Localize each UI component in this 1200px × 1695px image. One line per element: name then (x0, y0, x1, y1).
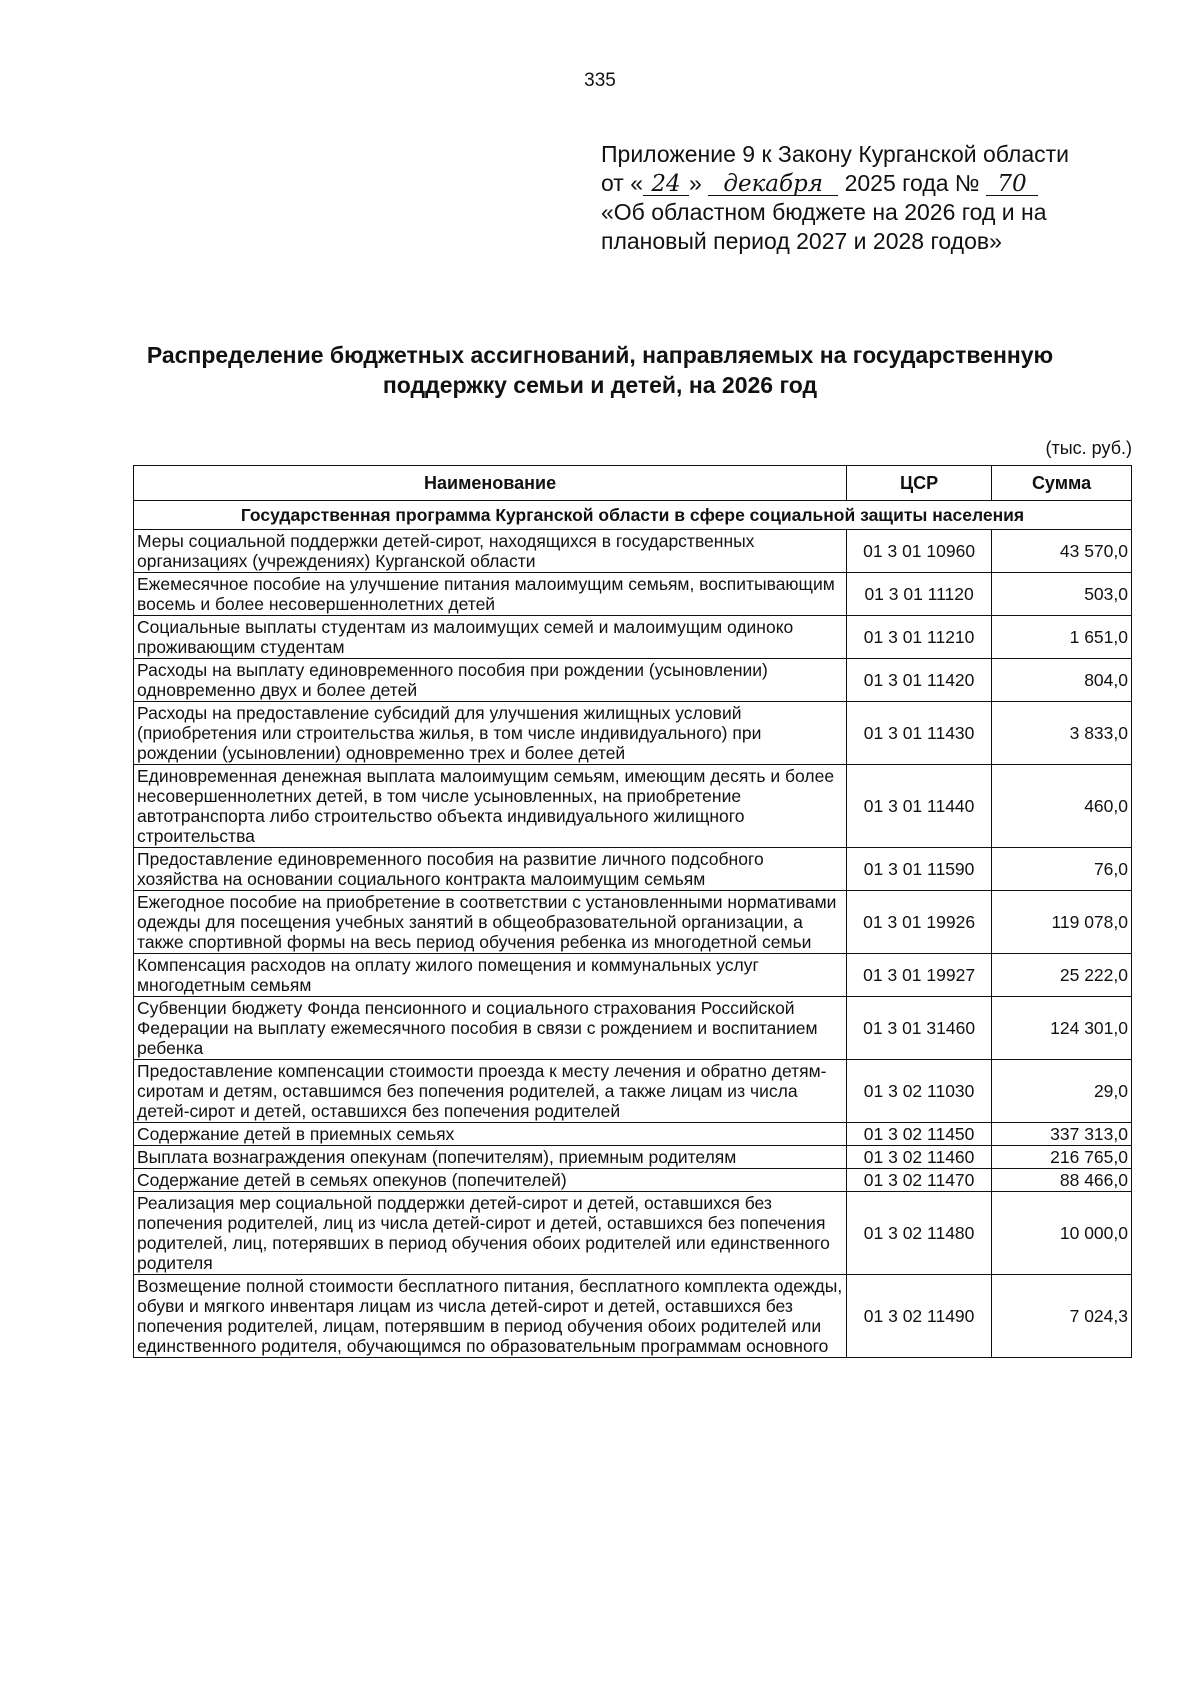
table-row (134, 1146, 1132, 1169)
table-row (134, 1192, 1132, 1275)
row-csr: 01 3 01 10960 (847, 530, 992, 573)
row-sum: 503,0 (992, 573, 1132, 616)
row-name: Меры социальной поддержки детей-сирот, находящихся в государственных организациях (учреждениях) Курганской области (134, 530, 847, 573)
appendix-line-1: Приложение 9 к Закону Курганской области (601, 141, 1069, 167)
row-csr: 01 3 01 11590 (847, 848, 992, 891)
date-year-text: 2025 года № (844, 170, 980, 196)
table-row (134, 530, 1132, 573)
row-sum: 10 000,0 (992, 1192, 1132, 1275)
title-line-2: поддержку семьи и детей, на 2026 год (382, 372, 818, 398)
row-sum: 88 466,0 (992, 1169, 1132, 1192)
row-sum: 460,0 (992, 765, 1132, 848)
row-sum: 124 301,0 (992, 997, 1132, 1060)
appendix-header (601, 140, 1121, 256)
table-row (134, 1169, 1132, 1192)
program-row (134, 501, 1132, 530)
row-csr: 01 3 02 11460 (847, 1146, 992, 1169)
row-name: Содержание детей в семьях опекунов (попечителей) (134, 1169, 847, 1192)
row-name: Предоставление компенсации стоимости проезда к месту лечения и обратно детям-сиротам и детям, оставшимся без попечения родителей, а также лицам из числа детей-сирот и детей, оставшихся без попечения родителей (134, 1060, 847, 1123)
row-csr: 01 3 01 19926 (847, 891, 992, 954)
row-csr: 01 3 01 11120 (847, 573, 992, 616)
table-row (134, 1275, 1132, 1358)
row-name: Субвенции бюджету Фонда пенсионного и социального страхования Российской Федерации на выплату ежемесячного пособия в связи с рождением и воспитанием ребенка (134, 997, 847, 1060)
header-name: Наименование (134, 466, 847, 501)
row-name: Социальные выплаты студентам из малоимущих семей и малоимущим одиноко проживающим студентам (134, 616, 847, 659)
row-name: Содержание детей в приемных семьях (134, 1123, 847, 1146)
table-row (134, 573, 1132, 616)
title-line-1: Распределение бюджетных ассигнований, направляемых на государственную (146, 342, 1054, 368)
row-sum: 337 313,0 (992, 1123, 1132, 1146)
row-csr: 01 3 01 31460 (847, 997, 992, 1060)
handwritten-day: 24 (643, 173, 689, 196)
row-sum: 43 570,0 (992, 530, 1132, 573)
row-name: Единовременная денежная выплата малоимущим семьям, имеющим десять и более несовершеннолетних детей, в том числе усыновленных, на приобретение автотранспорта либо строительство объекта индивидуального жилищного строительства (134, 765, 847, 848)
date-prefix: от « (601, 170, 644, 196)
row-csr: 01 3 02 11490 (847, 1275, 992, 1358)
row-name: Ежемесячное пособие на улучшение питания малоимущим семьям, воспитывающим восемь и более несовершеннолетних детей (134, 573, 847, 616)
row-sum: 1 651,0 (992, 616, 1132, 659)
program-title: Государственная программа Курганской области в сфере социальной защиты населения (134, 501, 1132, 530)
header-sum: Сумма (992, 466, 1132, 501)
row-csr: 01 3 02 11030 (847, 1060, 992, 1123)
row-name: Компенсация расходов на оплату жилого помещения и коммунальных услуг многодетным семьям (134, 954, 847, 997)
row-csr: 01 3 02 11470 (847, 1169, 992, 1192)
row-csr: 01 3 01 19927 (847, 954, 992, 997)
appendix-line-4: плановый период 2027 и 2028 годов» (601, 228, 1002, 254)
row-sum: 3 833,0 (992, 702, 1132, 765)
table-row (134, 659, 1132, 702)
table-row (134, 848, 1132, 891)
units-label: (тыс. руб.) (1045, 438, 1132, 458)
table-row (134, 616, 1132, 659)
handwritten-law-number: 70 (986, 173, 1038, 196)
row-csr: 01 3 01 11430 (847, 702, 992, 765)
document-title (0, 340, 1200, 400)
table-row (134, 1123, 1132, 1146)
header-csr: ЦСР (847, 466, 992, 501)
table-row (134, 997, 1132, 1060)
row-sum: 29,0 (992, 1060, 1132, 1123)
row-csr: 01 3 01 11210 (847, 616, 992, 659)
handwritten-month: декабря (708, 173, 838, 196)
row-csr: 01 3 02 11480 (847, 1192, 992, 1275)
appendix-line-3: «Об областном бюджете на 2026 год и на (601, 199, 1047, 225)
table-header-row (134, 466, 1132, 501)
date-quote-close: » (689, 170, 702, 196)
row-csr: 01 3 01 11420 (847, 659, 992, 702)
row-csr: 01 3 02 11450 (847, 1123, 992, 1146)
row-name: Ежегодное пособие на приобретение в соответствии с установленными нормативами одежды для посещения учебных занятий в общеобразовательной организации, а также спортивной формы на весь период обучения ребенка из многодетной семьи (134, 891, 847, 954)
row-name: Расходы на предоставление субсидий для улучшения жилищных условий (приобретения или строительства жилья, в том числе индивидуального) при рождении (усыновлении) одновременно трех и более детей (134, 702, 847, 765)
row-sum: 119 078,0 (992, 891, 1132, 954)
table-row (134, 1060, 1132, 1123)
row-sum: 76,0 (992, 848, 1132, 891)
table-row (134, 765, 1132, 848)
row-csr: 01 3 01 11440 (847, 765, 992, 848)
row-name: Возмещение полной стоимости бесплатного питания, бесплатного комплекта одежды, обуви и мягкого инвентаря лицам из числа детей-сирот и детей, оставшихся без попечения родителей, лицам, потерявшим в период обучения обоих родителей или единственного родителя, обучающимся по образовательным программам основного (134, 1275, 847, 1358)
table-row (134, 954, 1132, 997)
row-name: Предоставление единовременного пособия на развитие личного подсобного хозяйства на основании социального контракта малоимущим семьям (134, 848, 847, 891)
row-sum: 25 222,0 (992, 954, 1132, 997)
row-sum: 216 765,0 (992, 1146, 1132, 1169)
budget-table (133, 465, 1132, 1358)
row-sum: 804,0 (992, 659, 1132, 702)
row-name: Реализация мер социальной поддержки детей-сирот и детей, оставшихся без попечения родителей, лиц из числа детей-сирот и детей, оставшихся без попечения родителей, лиц, потерявших в период обучения обоих родителей или единственного родителя (134, 1192, 847, 1275)
table-row (134, 891, 1132, 954)
appendix-date-line (601, 169, 1121, 198)
table-row (134, 702, 1132, 765)
page-number: 335 (584, 70, 616, 91)
row-name: Выплата вознаграждения опекунам (попечителям), приемным родителям (134, 1146, 847, 1169)
row-sum: 7 024,3 (992, 1275, 1132, 1358)
row-name: Расходы на выплату единовременного пособия при рождении (усыновлении) одновременно двух и более детей (134, 659, 847, 702)
